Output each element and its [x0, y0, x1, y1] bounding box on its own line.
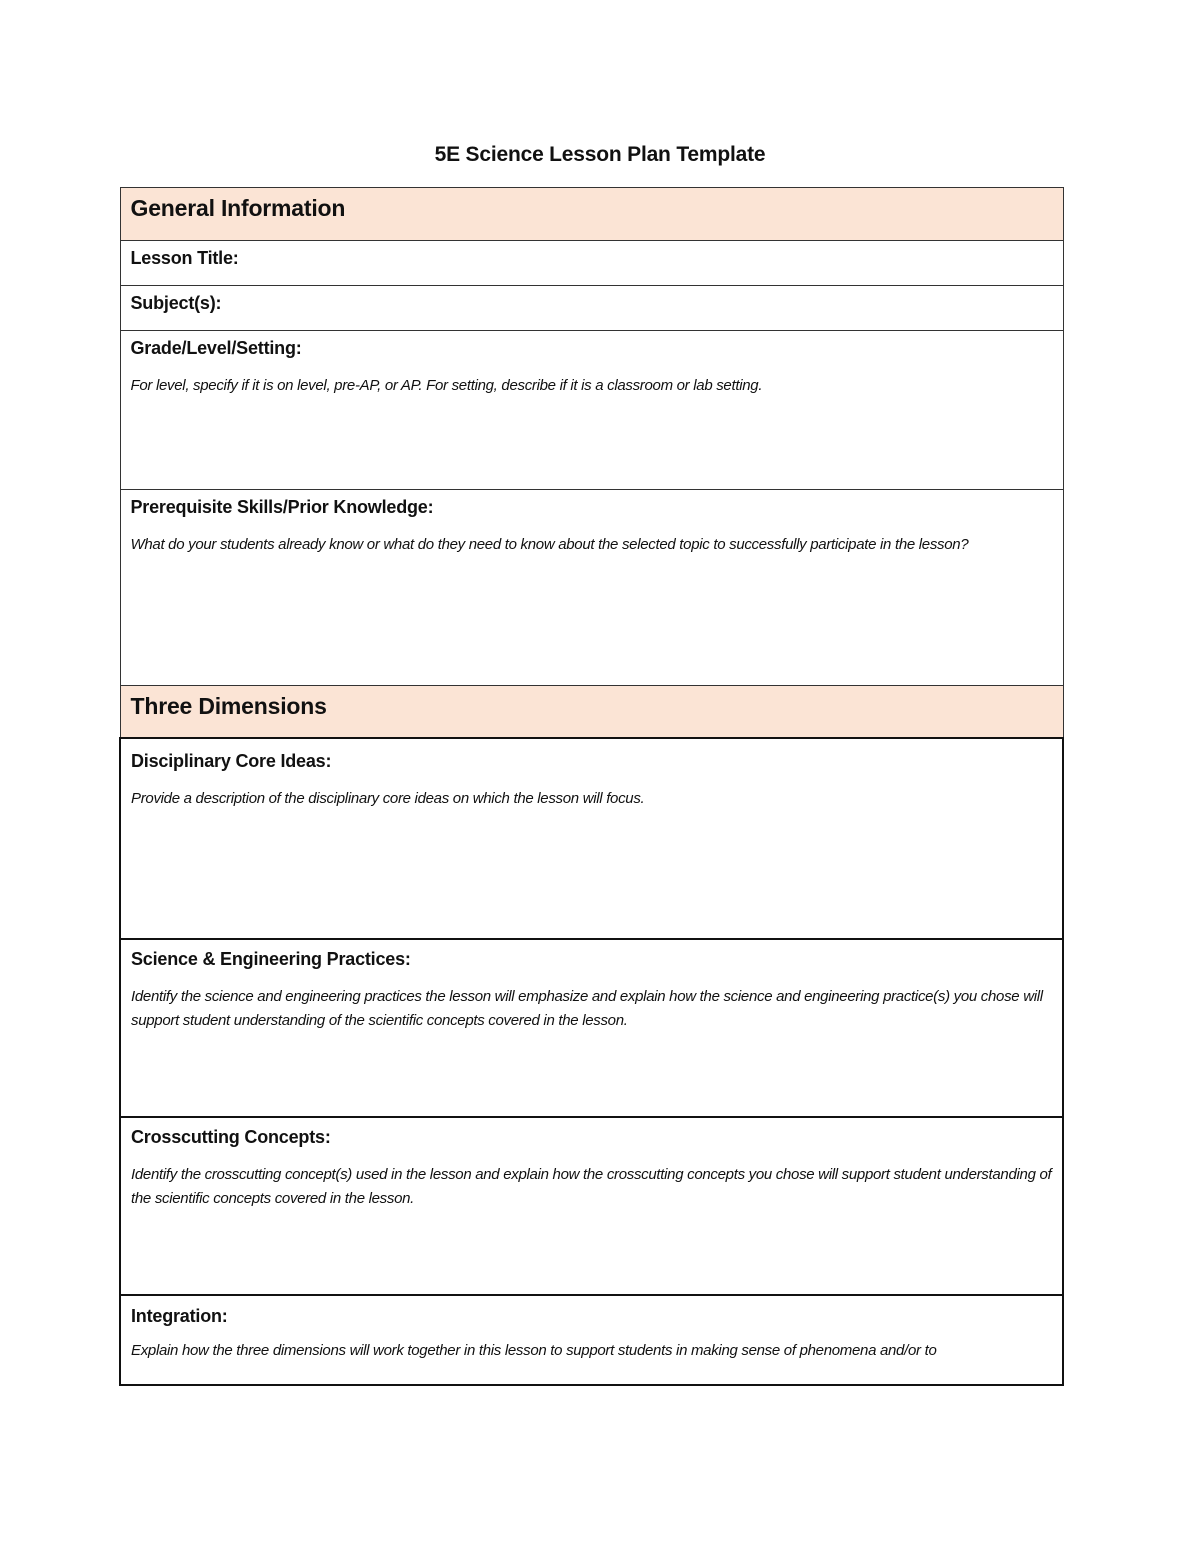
lesson-plan-table	[119, 187, 1064, 1386]
grade-level-setting-cell[interactable]	[120, 331, 1063, 490]
grade-level-setting-row	[120, 331, 1063, 490]
document-title: 5E Science Lesson Plan Template	[434, 143, 766, 166]
science-engineering-practices-cell[interactable]	[120, 939, 1063, 1117]
three-dimensions-header	[120, 686, 1063, 738]
three-dimensions-row	[120, 686, 1063, 738]
disciplinary-core-ideas-label: Disciplinary Core Ideas:	[131, 750, 332, 771]
integration-row	[120, 1295, 1063, 1385]
crosscutting-concepts-row	[120, 1117, 1063, 1295]
prerequisite-label: Prerequisite Skills/Prior Knowledge:	[130, 497, 434, 517]
general-information-header	[120, 188, 1063, 241]
disciplinary-core-ideas-row	[120, 738, 1063, 939]
science-engineering-practices-row	[120, 939, 1063, 1117]
science-engineering-practices-hint: Identify the science and engineering practices the lesson will emphasize and explain how the science and engineering practice(s) you chose will support student understanding of the scientific concepts covered in the lesson.	[131, 987, 1043, 1029]
prerequisite-row	[120, 490, 1063, 686]
three-dimensions-heading: Three Dimensions	[130, 693, 327, 719]
crosscutting-concepts-cell[interactable]	[120, 1117, 1063, 1295]
subjects-row	[120, 286, 1063, 331]
subjects-cell[interactable]	[120, 286, 1063, 331]
disciplinary-core-ideas-hint: Provide a description of the disciplinary core ideas on which the lesson will focus.	[131, 789, 645, 807]
crosscutting-concepts-hint: Identify the crosscutting concept(s) used in the lesson and explain how the crosscutting concepts you chose will support student understanding of the scientific concepts covered in the lesson.	[131, 1165, 1052, 1207]
crosscutting-concepts-label: Crosscutting Concepts:	[131, 1126, 331, 1147]
grade-level-setting-label: Grade/Level/Setting:	[130, 338, 302, 358]
integration-cell[interactable]	[120, 1295, 1063, 1385]
integration-label: Integration:	[131, 1305, 228, 1326]
integration-hint: Explain how the three dimensions will work together in this lesson to support students in making sense of phenomena and/or to	[131, 1341, 937, 1359]
disciplinary-core-ideas-cell[interactable]	[120, 738, 1063, 939]
lesson-title-row	[120, 241, 1063, 286]
grade-level-setting-hint: For level, specify if it is on level, pre-AP, or AP. For setting, describe if it is a classroom or lab setting.	[130, 377, 763, 394]
subjects-label: Subject(s):	[130, 293, 222, 313]
prerequisite-hint: What do your students already know or what do they need to know about the selected topic to successfully participate in the lesson?	[130, 536, 969, 553]
general-information-row	[120, 188, 1063, 241]
lesson-title-cell[interactable]	[120, 241, 1063, 286]
lesson-title-label: Lesson Title:	[130, 248, 239, 268]
general-information-heading: General Information	[130, 195, 346, 221]
science-engineering-practices-label: Science & Engineering Practices:	[131, 948, 411, 969]
prerequisite-cell[interactable]	[120, 490, 1063, 686]
